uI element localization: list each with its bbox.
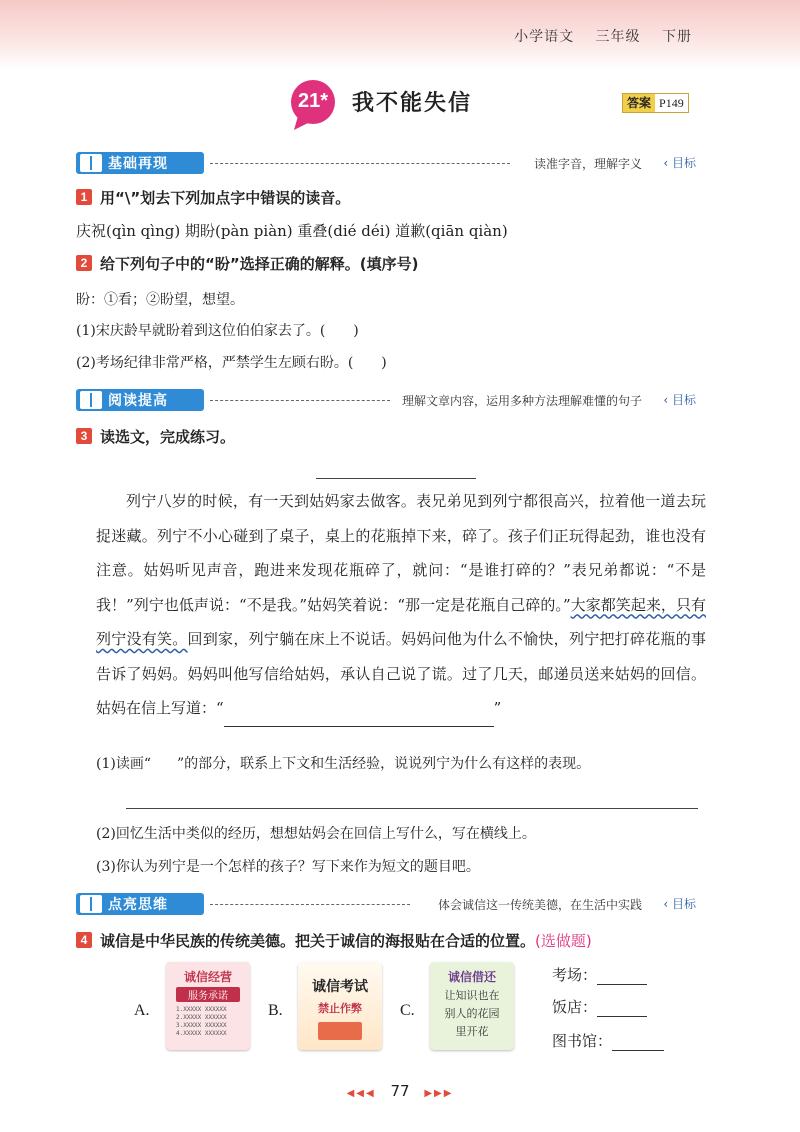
question-text: 诚信是中华民族的传统美德。把关于诚信的海报贴在合适的位置。 xyxy=(100,932,536,950)
book-icon xyxy=(80,154,102,172)
section-label-box xyxy=(76,152,204,174)
passage-part-b: 回到家，列宁躺在床上不说话。妈妈问他为什么不愉快，列宁把打碎花瓶的事告诉了妈妈。妈妈叫他写信给姑妈，承认自己说了谎。过了几天，邮递员送来姑妈的回信。姑妈在信上写道：“ xyxy=(96,630,706,717)
place-restaurant: 饭店： xyxy=(552,996,647,1017)
question-text: 读选文，完成练习。 xyxy=(100,428,236,446)
place-blank[interactable] xyxy=(612,1032,664,1051)
reading-passage xyxy=(96,484,706,727)
lesson-title: 我不能失信 xyxy=(352,91,473,116)
passage-end: ” xyxy=(493,699,502,717)
section-label-box xyxy=(76,893,204,915)
section-goal: 理解文章内容，运用多种方法理解难懂的句子 xyxy=(398,392,642,409)
q3-sub-2: (2)回忆生活中类似的经历，想想姑妈会在回信上写什么，写在横线上。 xyxy=(96,826,536,842)
letter-blank[interactable] xyxy=(224,691,494,727)
question-4 xyxy=(76,930,592,951)
section-divider xyxy=(210,904,410,905)
book-icon xyxy=(80,391,102,409)
poster-b[interactable] xyxy=(298,962,382,1050)
poster-a-lines: 1.XXXXX XXXXXX 2.XXXXX XXXXXX 3.XXXXX XXXXXX 4.XXXXX XXXXXX xyxy=(176,1006,227,1037)
section-label: 基础再现 xyxy=(108,156,168,172)
poster-c-title: 诚信借还 xyxy=(447,970,496,984)
section-basic xyxy=(76,152,696,176)
question-number: 2 xyxy=(76,255,92,271)
goal-button[interactable]: ‹ 目标 xyxy=(663,156,696,170)
place-exam-room: 考场： xyxy=(552,964,647,985)
question-text: 给下列句子中的“盼”选择正确的解释。(填序号) xyxy=(100,255,419,273)
lesson-badge xyxy=(288,78,342,132)
question-number: 1 xyxy=(76,189,92,205)
question-number: 3 xyxy=(76,428,92,444)
subject: 小学语文 xyxy=(514,29,575,45)
question-2 xyxy=(76,253,418,274)
question-1 xyxy=(76,187,350,208)
option-a-letter: A. xyxy=(134,1002,150,1019)
place-blank[interactable] xyxy=(597,998,647,1017)
poster-b-title: 诚信考试 xyxy=(312,979,368,995)
q1-options[interactable]: 庆祝(qìn qìng) 期盼(pàn piàn) 重叠(dié déi) 道歉(qiān qiàn) xyxy=(76,222,508,240)
section-thinking xyxy=(76,893,696,917)
place-library: 图书馆： xyxy=(552,1030,664,1051)
optional-tag: (选做题) xyxy=(535,932,592,950)
q3-sub-1: (1)读画“ ”的部分，联系上下文和生活经验，说说列宁为什么有这样的表现。 xyxy=(96,756,591,772)
goal-button[interactable]: ‹ 目标 xyxy=(663,897,696,911)
book-info xyxy=(498,26,692,46)
lesson-number: 21* xyxy=(297,90,329,112)
poster-c[interactable] xyxy=(430,962,514,1050)
volume: 下册 xyxy=(662,29,692,45)
option-c-letter: C. xyxy=(400,1002,415,1019)
section-goal: 体会诚信这一传统美德，在生活中实践 xyxy=(434,896,642,913)
prev-arrows-icon[interactable]: ◀◀◀ xyxy=(346,1088,376,1099)
question-number: 4 xyxy=(76,932,92,948)
book-icon xyxy=(80,895,102,913)
passage-wavy-sentence: 大家都笑起来，只有列宁没有笑。 xyxy=(96,595,706,648)
section-reading xyxy=(76,389,696,413)
poster-b-subtitle: 禁止作弊 xyxy=(318,1002,362,1015)
section-divider xyxy=(210,400,390,401)
section-label-box xyxy=(76,389,204,411)
passage-part-a: 列宁八岁的时候，有一天到姑妈家去做客。表兄弟见到列宁都很高兴，拉着他一道去玩捉迷藏。列宁不小心碰到了桌子，桌上的花瓶掉下来，碎了。孩子们正玩得起劲，谁也没有注意。姑妈听见声音，跑进来发现花瓶碎了，就问：“是谁打碎的？”表兄弟都说：“不是我！”列宁也低声说：“不是我。”姑妈笑着说：“那一定是花瓶自己碎的。” xyxy=(96,492,706,614)
title-blank[interactable] xyxy=(316,478,476,479)
q2-meanings: 盼：①看；②盼望，想望。 xyxy=(76,292,244,308)
grade: 三年级 xyxy=(595,29,641,45)
next-arrows-icon[interactable]: ▶▶▶ xyxy=(424,1088,454,1099)
question-text: 用“\”划去下列加点字中错误的读音。 xyxy=(100,189,351,207)
answer-page: P149 xyxy=(655,94,688,112)
q2-sentence-2[interactable]: (2)考场纪律非常严格，严禁学生左顾右盼。( ) xyxy=(76,355,387,371)
page-footer xyxy=(0,1082,800,1100)
option-b-letter: B. xyxy=(268,1002,283,1019)
goal-button[interactable]: ‹ 目标 xyxy=(663,393,696,407)
answer-reference[interactable] xyxy=(622,93,689,113)
poster-a[interactable] xyxy=(166,962,250,1050)
q2-sentence-1[interactable]: (1)宋庆龄早就盼着到这位伯伯家去了。( ) xyxy=(76,323,359,339)
answer-label: 答案 xyxy=(623,94,655,112)
section-label: 点亮思维 xyxy=(108,897,168,913)
section-divider xyxy=(210,163,510,164)
answer-line[interactable] xyxy=(126,808,698,809)
section-label: 阅读提高 xyxy=(108,393,168,409)
page-number: 77 xyxy=(390,1082,410,1100)
poster-c-lines: 让知识也在 别人的花园 里开花 xyxy=(444,989,500,1038)
question-3 xyxy=(76,426,235,447)
place-blank[interactable] xyxy=(597,966,647,985)
q3-sub-3: (3)你认为列宁是一个怎样的孩子？写下来作为短文的题目吧。 xyxy=(96,859,480,875)
section-goal: 读准字音，理解字义 xyxy=(530,155,642,172)
poster-a-subtitle: 服务承诺 xyxy=(176,987,240,1002)
poster-a-title: 诚信经营 xyxy=(183,970,232,984)
pencil-icon xyxy=(318,1022,362,1040)
